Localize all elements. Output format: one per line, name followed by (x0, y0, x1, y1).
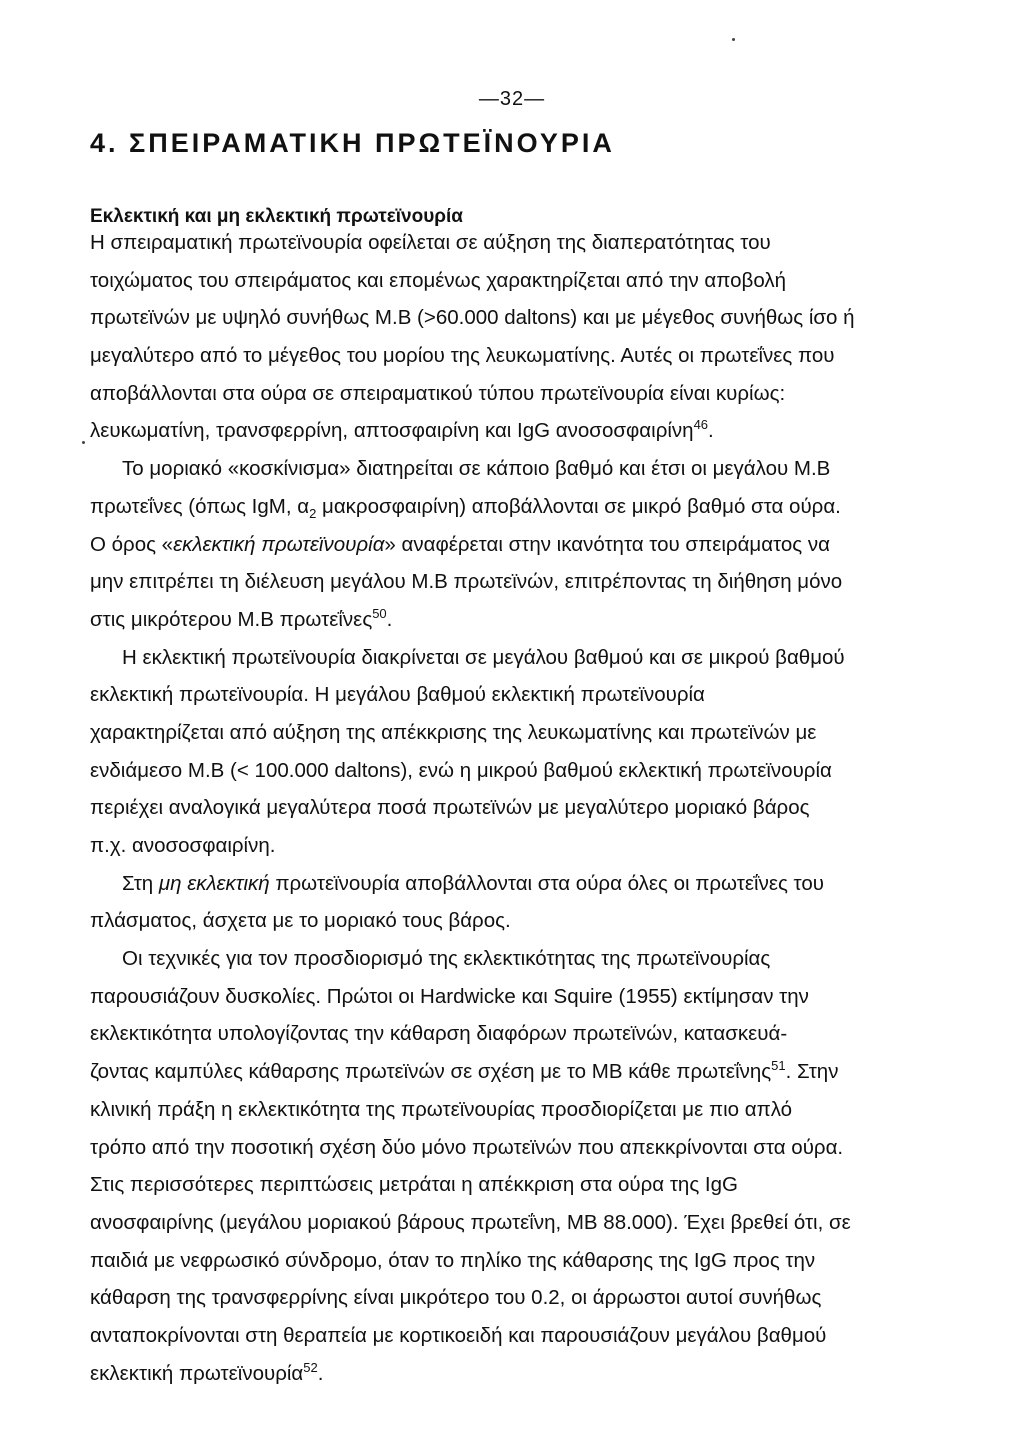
text-line: εκλεκτική πρωτεϊνουρία. Η μεγάλου βαθμού εκλεκτική πρωτεϊνουρία (90, 683, 705, 707)
text-line: παιδιά με νεφρωσικό σύνδρομο, όταν το πηλίκο της κάθαρσης της IgG προς την (90, 1248, 816, 1272)
text-line: κλινική πράξη η εκλεκτικότητα της πρωτεϊνουρίας προσδιορίζεται με πιο απλό (90, 1097, 793, 1121)
citation-ref: 52 (303, 1359, 318, 1375)
text-line: Η εκλεκτική πρωτεϊνουρία διακρίνεται σε μεγάλου βαθμού και σε μικρού βαθμού (122, 645, 845, 669)
chapter-title: 4. ΣΠΕΙΡΑΜΑΤΙΚΗ ΠΡΩΤΕΪΝΟΥΡΙΑ (90, 128, 615, 158)
page-number: —32— (478, 88, 546, 110)
text-line: Στις περισσότερες περιπτώσεις μετράται η απέκκριση στα ούρα της IgG (90, 1173, 738, 1197)
text-line: χαρακτηρίζεται από αύξηση της απέκκρισης της λευκωματίνης και πρωτεϊνών με (90, 720, 817, 744)
text-line: ζοντας καμπύλες κάθαρσης πρωτεϊνών σε σχέση με το ΜΒ κάθε πρωτεΐνης$^{51}$. Στην (90, 1058, 839, 1084)
section-heading: Εκλεκτική και μη εκλεκτική πρωτεϊνουρία (90, 206, 463, 227)
text-line: αποβάλλονται στα ούρα σε σπειραματικού τύπου πρωτεϊνουρία είναι κυρίως: (90, 381, 786, 405)
text-line: εκλεκτικότητα υπολογίζοντας την κάθαρση διαφόρων πρωτεϊνών, κατασκευά- (90, 1022, 788, 1046)
text-line: παρουσιάζουν δυσκολίες. Πρώτοι οι Hardwicke και Squire (1955) εκτίμησαν την (90, 984, 809, 1008)
text-line: στις μικρότερου Μ.Β πρωτεΐνες$^{50}$. (90, 606, 393, 631)
scan-speck (732, 38, 735, 41)
italic-term: εκλεκτική πρωτεϊνουρία (173, 532, 385, 556)
scan-speck (82, 441, 85, 444)
text-line: λευκωματίνη, τρανσφερρίνη, απτοσφαιρίνη και IgG ανοσοσφαιρίνη$^{46}$. (90, 417, 714, 443)
text-line: πλάσματος, άσχετα με το μοριακό τους βάρος. (90, 909, 511, 933)
text-line: Ο όρος «εκλεκτική πρωτεϊνουρία» αναφέρεται στην ικανότητα του σπειράματος να (90, 532, 830, 556)
text-line: Στη μη εκλεκτική πρωτεϊνουρία αποβάλλονται στα ούρα όλες οι πρωτεΐνες του (122, 871, 824, 895)
text-line: ανοσφαιρίνης (μεγάλου μοριακού βάρους πρωτεΐνη, ΜΒ 88.000). Έχει βρεθεί ότι, σε (90, 1210, 851, 1234)
text-line: εκλεκτική πρωτεϊνουρία$^{52}$. (90, 1359, 324, 1385)
text-line: Το μοριακό «κοσκίνισμα» διατηρείται σε κάποιο βαθμό και έτσι οι μεγάλου Μ.Β (122, 457, 831, 481)
text-line: κάθαρση της τρανσφερρίνης είναι μικρότερο του 0.2, οι άρρωστοι αυτοί συνήθως (90, 1286, 822, 1310)
citation-ref: 46 (693, 417, 709, 433)
text-line: μεγαλύτερο από το μέγεθος του μορίου της λευκωματίνης. Αυτές οι πρωτεΐνες που (90, 344, 835, 368)
text-line: Οι τεχνικές για τον προσδιορισμό της εκλεκτικότητας της πρωτεϊνουρίας (122, 947, 771, 971)
text-line: μην επιτρέπει τη διέλευση μεγάλου Μ.Β πρωτεϊνών, επιτρέποντας τη διήθηση μόνο (90, 570, 843, 594)
text-line: ενδιάμεσο Μ.Β (< 100.000 daltons), ενώ η μικρού βαθμού εκλεκτική πρωτεϊνουρία (90, 758, 832, 782)
citation-ref: 50 (372, 606, 387, 622)
subscript: 2 (309, 505, 317, 521)
body-text (90, 224, 885, 1392)
text-line: περιέχει αναλογικά μεγαλύτερα ποσά πρωτεϊνών με μεγαλύτερο μοριακό βάρος (90, 796, 810, 820)
text-line: πρωτεϊνών με υψηλό συνήθως Μ.Β (>60.000 daltons) και με μέγεθος συνήθως ίσο ή (90, 306, 855, 330)
text-line: πρωτεΐνες (όπως IgM, $\alpha_2$ μακροσφαιρίνη) αποβάλλονται σε μικρό βαθμό στα ούρα. (90, 494, 841, 521)
text-line: π.χ. ανοσοσφαιρίνη. (90, 834, 276, 857)
text-line: τρόπο από την ποσοτική σχέση δύο μόνο πρωτεϊνών που απεκκρίνονται στα ούρα. (90, 1135, 844, 1159)
text-line: Η σπειραματική πρωτεϊνουρία οφείλεται σε αύξηση της διαπερατότητας του (90, 231, 771, 254)
italic-term: μη εκλεκτική (158, 871, 270, 895)
text-line: τοιχώματος του σπειράματος και επομένως χαρακτηρίζεται από την αποβολή (90, 268, 786, 292)
citation-ref: 51 (771, 1058, 786, 1074)
text-line: ανταποκρίνονται στη θεραπεία με κορτικοειδή και παρουσιάζουν μεγάλου βαθμού (90, 1323, 827, 1347)
